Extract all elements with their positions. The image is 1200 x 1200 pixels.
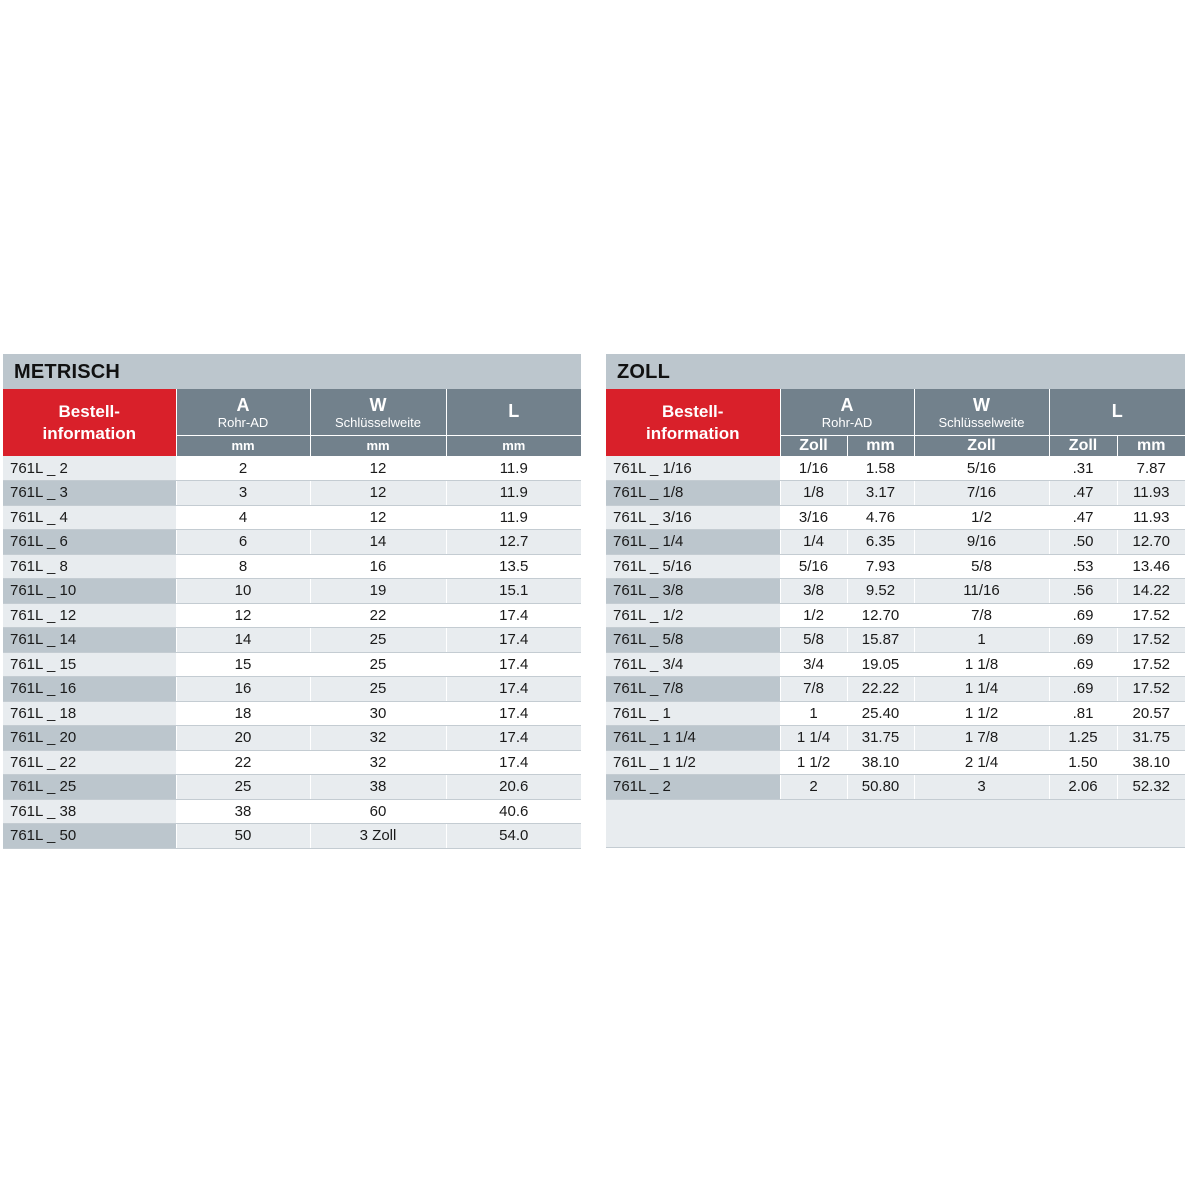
unit-l-mm-header: mm [1117,435,1185,456]
table-row [606,628,1185,653]
order-code-cell: 761L _ 2 [606,775,780,800]
table-row [606,579,1185,604]
value-cell: 12 [310,481,446,506]
value-cell: 12 [310,505,446,530]
order-code-cell: 761L _ 10 [3,579,176,604]
table-row [606,481,1185,506]
order-code-cell: 761L _ 14 [3,628,176,653]
value-cell: 7/8 [780,677,847,702]
value-cell: 1 [780,701,847,726]
value-cell: 1 1/4 [780,726,847,751]
table-row [606,775,1185,800]
order-code-cell: 761L _ 50 [3,824,176,849]
unit-l-header: mm [446,435,581,456]
order-code-cell: 761L _ 1/16 [606,456,780,481]
value-cell: 1 [914,628,1049,653]
value-cell: 16 [176,677,310,702]
value-cell: 7.93 [847,554,914,579]
value-cell: 17.52 [1117,652,1185,677]
value-cell: 19.05 [847,652,914,677]
order-code-cell: 761L _ 2 [3,456,176,481]
value-cell: 12.70 [847,603,914,628]
value-cell: 1.58 [847,456,914,481]
value-cell: 17.4 [446,726,581,751]
order-code-cell: 761L _ 1/8 [606,481,780,506]
order-code-cell: 761L _ 1 [606,701,780,726]
value-cell: 5/16 [914,456,1049,481]
value-cell: 14.22 [1117,579,1185,604]
value-cell: 3/4 [780,652,847,677]
order-code-cell: 761L _ 1/4 [606,530,780,555]
value-cell: 22 [310,603,446,628]
value-cell: 50.80 [847,775,914,800]
col-w-header: W Schlüsselweite [914,389,1049,435]
table-row [3,799,581,824]
value-cell: 3/16 [780,505,847,530]
value-cell: 40.6 [446,799,581,824]
table-row [606,530,1185,555]
value-cell: 1/8 [780,481,847,506]
value-cell: 17.52 [1117,628,1185,653]
value-cell: 19 [310,579,446,604]
value-cell: 7/8 [914,603,1049,628]
table-row [606,701,1185,726]
value-cell: .69 [1049,603,1117,628]
order-code-cell: 761L _ 6 [3,530,176,555]
value-cell: 54.0 [446,824,581,849]
order-code-cell: 761L _ 20 [3,726,176,751]
metric-table [3,389,581,849]
table-row [3,652,581,677]
table-row [3,530,581,555]
table-row [3,750,581,775]
col-a-header: A Rohr-AD [780,389,914,435]
value-cell: 10 [176,579,310,604]
table-row [3,603,581,628]
value-cell: 6.35 [847,530,914,555]
value-cell: 1/16 [780,456,847,481]
table-row [606,505,1185,530]
value-cell: 8 [176,554,310,579]
value-cell: 9/16 [914,530,1049,555]
value-cell: 31.75 [1117,726,1185,751]
table-row [606,726,1185,751]
value-cell: 1 1/8 [914,652,1049,677]
value-cell: 38.10 [1117,750,1185,775]
value-cell: 6 [176,530,310,555]
table-row [606,603,1185,628]
value-cell: 25 [176,775,310,800]
value-cell: 17.4 [446,628,581,653]
value-cell: 30 [310,701,446,726]
table-row [606,677,1185,702]
order-code-cell: 761L _ 22 [3,750,176,775]
value-cell: 17.4 [446,677,581,702]
value-cell: 25.40 [847,701,914,726]
table-filler [606,800,1185,848]
table-row [606,456,1185,481]
value-cell: .47 [1049,505,1117,530]
col-w-header: W Schlüsselweite [310,389,446,435]
value-cell: 12.7 [446,530,581,555]
table-row [606,554,1185,579]
value-cell: 25 [310,652,446,677]
order-code-cell: 761L _ 25 [3,775,176,800]
value-cell: 16 [310,554,446,579]
table-row [3,701,581,726]
value-cell: 4.76 [847,505,914,530]
value-cell: 11.93 [1117,505,1185,530]
value-cell: 15 [176,652,310,677]
value-cell: 25 [310,677,446,702]
value-cell: .47 [1049,481,1117,506]
value-cell: 3 [914,775,1049,800]
order-code-cell: 761L _ 5/8 [606,628,780,653]
value-cell: 17.4 [446,603,581,628]
col-a-header: A Rohr-AD [176,389,310,435]
value-cell: 1 1/2 [914,701,1049,726]
col-l-header: L [446,389,581,435]
table-row [3,579,581,604]
metric-table-title: METRISCH [3,354,581,389]
value-cell: 17.4 [446,701,581,726]
table-row [606,750,1185,775]
value-cell: 13.46 [1117,554,1185,579]
order-code-cell: 761L _ 7/8 [606,677,780,702]
value-cell: 38.10 [847,750,914,775]
value-cell: 52.32 [1117,775,1185,800]
table-row [3,628,581,653]
value-cell: 1 1/2 [780,750,847,775]
order-code-cell: 761L _ 3/16 [606,505,780,530]
value-cell: 5/8 [780,628,847,653]
value-cell: 5/16 [780,554,847,579]
value-cell: 11/16 [914,579,1049,604]
value-cell: 5/8 [914,554,1049,579]
value-cell: 12 [310,456,446,481]
table-row [3,481,581,506]
table-row [3,677,581,702]
value-cell: 20.57 [1117,701,1185,726]
table-row [3,456,581,481]
value-cell: .31 [1049,456,1117,481]
unit-a-inch-header: Zoll [780,435,847,456]
col-l-header: L [1049,389,1185,435]
value-cell: .53 [1049,554,1117,579]
value-cell: 2 [176,456,310,481]
order-code-cell: 761L _ 16 [3,677,176,702]
value-cell: 50 [176,824,310,849]
value-cell: 15.87 [847,628,914,653]
value-cell: 1 1/4 [914,677,1049,702]
value-cell: .56 [1049,579,1117,604]
value-cell: 1/2 [780,603,847,628]
value-cell: 1.25 [1049,726,1117,751]
table-row [3,505,581,530]
value-cell: 31.75 [847,726,914,751]
order-info-header: Bestell- information [606,389,780,456]
table-row [3,726,581,751]
order-code-cell: 761L _ 1 1/4 [606,726,780,751]
value-cell: 11.93 [1117,481,1185,506]
value-cell: 32 [310,726,446,751]
value-cell: .69 [1049,628,1117,653]
order-code-cell: 761L _ 38 [3,799,176,824]
value-cell: 20 [176,726,310,751]
value-cell: 60 [310,799,446,824]
value-cell: 12.70 [1117,530,1185,555]
value-cell: 32 [310,750,446,775]
inch-table [606,389,1185,800]
table-row [606,652,1185,677]
unit-w-header: mm [310,435,446,456]
unit-w-header: Zoll [914,435,1049,456]
value-cell: 7.87 [1117,456,1185,481]
order-info-header: Bestell- information [3,389,176,456]
value-cell: 2 1/4 [914,750,1049,775]
order-code-cell: 761L _ 1 1/2 [606,750,780,775]
table-row [3,775,581,800]
order-code-cell: 761L _ 8 [3,554,176,579]
value-cell: 38 [176,799,310,824]
value-cell: 14 [176,628,310,653]
unit-l-inch-header: Zoll [1049,435,1117,456]
order-code-cell: 761L _ 3/8 [606,579,780,604]
value-cell: 17.4 [446,750,581,775]
order-code-cell: 761L _ 5/16 [606,554,780,579]
value-cell: 1/2 [914,505,1049,530]
value-cell: .50 [1049,530,1117,555]
value-cell: 3 Zoll [310,824,446,849]
order-code-cell: 761L _ 4 [3,505,176,530]
unit-a-header: mm [176,435,310,456]
value-cell: 9.52 [847,579,914,604]
value-cell: 22 [176,750,310,775]
value-cell: 12 [176,603,310,628]
value-cell: 17.52 [1117,603,1185,628]
value-cell: .69 [1049,677,1117,702]
value-cell: 11.9 [446,456,581,481]
value-cell: 17.4 [446,652,581,677]
value-cell: 18 [176,701,310,726]
value-cell: 3/8 [780,579,847,604]
table-row [3,554,581,579]
inch-table-panel [606,354,1185,848]
metric-table-panel [3,354,581,849]
order-code-cell: 761L _ 3 [3,481,176,506]
value-cell: 15.1 [446,579,581,604]
value-cell: 20.6 [446,775,581,800]
value-cell: 11.9 [446,505,581,530]
value-cell: 3.17 [847,481,914,506]
order-code-cell: 761L _ 1/2 [606,603,780,628]
value-cell: 7/16 [914,481,1049,506]
value-cell: .69 [1049,652,1117,677]
value-cell: 2.06 [1049,775,1117,800]
value-cell: 14 [310,530,446,555]
unit-a-mm-header: mm [847,435,914,456]
order-code-cell: 761L _ 18 [3,701,176,726]
value-cell: 2 [780,775,847,800]
order-code-cell: 761L _ 12 [3,603,176,628]
order-code-cell: 761L _ 15 [3,652,176,677]
value-cell: 1.50 [1049,750,1117,775]
value-cell: 11.9 [446,481,581,506]
value-cell: 1/4 [780,530,847,555]
value-cell: 3 [176,481,310,506]
value-cell: 17.52 [1117,677,1185,702]
value-cell: 1 7/8 [914,726,1049,751]
value-cell: 4 [176,505,310,530]
value-cell: .81 [1049,701,1117,726]
value-cell: 38 [310,775,446,800]
order-code-cell: 761L _ 3/4 [606,652,780,677]
value-cell: 22.22 [847,677,914,702]
value-cell: 13.5 [446,554,581,579]
table-row [3,824,581,849]
inch-table-title: ZOLL [606,354,1185,389]
value-cell: 25 [310,628,446,653]
